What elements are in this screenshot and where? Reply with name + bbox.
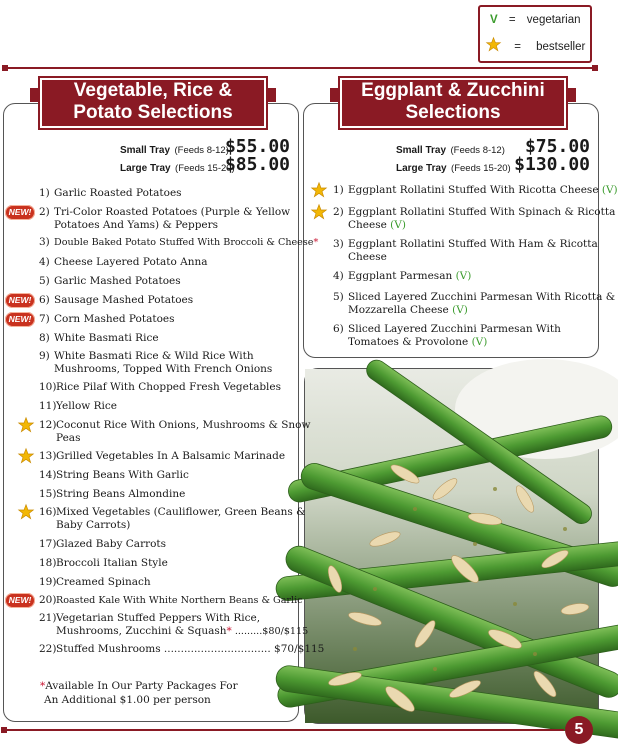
list-item xyxy=(39,488,297,501)
list-item xyxy=(39,236,319,249)
star-icon xyxy=(486,37,501,52)
item-text: Coconut Rice With Onions, Mushrooms & Snow Peas xyxy=(56,419,311,444)
list-item xyxy=(333,323,595,349)
item-number: 22) xyxy=(39,643,57,655)
item-number: 18) xyxy=(39,557,57,569)
star-icon xyxy=(18,448,34,464)
vegetable-title: Vegetable, Rice & Potato Selections xyxy=(40,78,266,128)
item-number: 15) xyxy=(39,488,57,500)
item-text: Broccoli Italian Style xyxy=(56,557,168,569)
list-item xyxy=(39,313,297,326)
star-icon xyxy=(18,504,34,520)
item-number: 2) xyxy=(333,206,344,218)
list-item xyxy=(39,206,297,232)
item-number: 17) xyxy=(39,538,57,550)
vegetarian-symbol: V xyxy=(490,14,498,26)
footnote: *Available In Our Party Packages For An Additional $1.00 per person xyxy=(40,680,238,706)
item-text: Creamed Spinach xyxy=(56,576,151,588)
item-number: 6) xyxy=(333,323,344,335)
right-large-tray: Large Tray (Feeds 15-20) $130.00 xyxy=(396,154,590,175)
item-number: 21) xyxy=(39,612,57,624)
legend-vegetarian-label: vegetarian xyxy=(526,14,581,26)
right-small-tray: Small Tray (Feeds 8-12) $75.00 xyxy=(396,136,590,157)
item-number: 11) xyxy=(39,400,57,412)
star-icon xyxy=(18,417,34,433)
item-number: 8) xyxy=(39,332,50,344)
item-number: 10) xyxy=(39,381,57,393)
left-small-tray: Small Tray (Feeds 8-12) $55.00 xyxy=(120,136,290,157)
item-number: 3) xyxy=(333,238,344,250)
left-large-price: $85.00 xyxy=(224,154,290,175)
legend-box xyxy=(478,5,592,63)
page-number: 5 xyxy=(565,716,593,744)
list-item xyxy=(39,469,297,482)
list-item xyxy=(39,576,297,589)
eggplant-title: Eggplant & Zucchini Selections xyxy=(340,78,566,128)
item-text: Sliced Layered Zucchini Parmesan With Tomatoes & Provolone (V) xyxy=(348,323,561,348)
right-small-price: $75.00 xyxy=(524,136,590,157)
item-number: 13) xyxy=(39,450,57,462)
left-large-tray: Large Tray (Feeds 15-20) $85.00 xyxy=(120,154,290,175)
list-item xyxy=(39,643,325,656)
item-text: Sausage Mashed Potatoes xyxy=(54,294,194,306)
item-text: Glazed Baby Carrots xyxy=(56,538,167,550)
list-item xyxy=(333,184,618,197)
green-beans-image xyxy=(305,369,598,723)
list-item xyxy=(39,187,297,200)
list-item xyxy=(39,332,297,345)
top-divider xyxy=(2,67,598,69)
item-text: Eggplant Parmesan (V) xyxy=(348,270,472,282)
list-item xyxy=(39,612,309,638)
item-text: Double Baked Potato Stuffed With Broccoli & Cheese* xyxy=(54,237,319,248)
item-number: 20) xyxy=(39,594,57,606)
item-text: String Beans With Garlic xyxy=(56,469,189,481)
bottom-divider xyxy=(2,729,564,731)
list-item xyxy=(39,256,297,269)
left-small-price: $55.00 xyxy=(224,136,290,157)
item-text: Yellow Rice xyxy=(56,400,117,412)
list-item xyxy=(39,419,311,445)
item-number: 16) xyxy=(39,506,57,518)
item-text: Corn Mashed Potatoes xyxy=(54,313,175,325)
list-item xyxy=(333,206,616,232)
list-item xyxy=(39,450,297,463)
item-text: Cheese Layered Potato Anna xyxy=(54,256,208,268)
legend-equals-2: = xyxy=(514,41,521,53)
new-badge: NEW! xyxy=(5,205,35,220)
item-number: 9) xyxy=(39,350,50,362)
right-large-price: $130.00 xyxy=(514,154,590,175)
item-number: 7) xyxy=(39,313,50,325)
item-text: Tri-Color Roasted Potatoes (Purple & Yellow Potatoes And Yams) & Peppers xyxy=(54,206,291,231)
item-text: Garlic Mashed Potatoes xyxy=(54,275,181,287)
list-item xyxy=(39,400,297,413)
item-text: White Basmati Rice & Wild Rice With Mushrooms, Topped With French Onions xyxy=(54,350,273,375)
item-number: 5) xyxy=(333,291,344,303)
new-badge: NEW! xyxy=(5,593,35,608)
item-text: Eggplant Rollatini Stuffed With Ham & Ricotta Cheese xyxy=(348,238,598,263)
item-number: 19) xyxy=(39,576,57,588)
item-text: Eggplant Rollatini Stuffed With Spinach & Ricotta Cheese (V) xyxy=(348,206,616,231)
new-badge: NEW! xyxy=(5,312,35,327)
item-number: 4) xyxy=(39,256,50,268)
list-item xyxy=(39,538,297,551)
list-item xyxy=(39,350,297,376)
legend-equals: = xyxy=(508,14,516,26)
item-number: 6) xyxy=(39,294,50,306)
item-text: White Basmati Rice xyxy=(54,332,159,344)
star-icon xyxy=(311,204,327,220)
item-text: Mixed Vegetables (Cauliflower, Green Beans & Baby Carrots) xyxy=(56,506,306,531)
item-text: Grilled Vegetables In A Balsamic Marinade xyxy=(56,450,286,462)
list-item xyxy=(39,594,303,607)
item-number: 12) xyxy=(39,419,57,431)
list-item xyxy=(39,381,297,394)
list-item xyxy=(39,275,297,288)
item-text: Sliced Layered Zucchini Parmesan With Ricotta & Mozzarella Cheese (V) xyxy=(348,291,616,316)
item-number: 1) xyxy=(333,184,344,196)
list-item xyxy=(39,506,306,532)
item-text: Stuffed Mushrooms ................................ $70/$115 xyxy=(56,643,325,655)
item-number: 4) xyxy=(333,270,344,282)
list-item xyxy=(333,291,616,317)
list-item xyxy=(39,294,297,307)
green-beans-photo xyxy=(304,368,599,724)
item-text: Vegetarian Stuffed Peppers With Rice, Mushrooms, Zucchini & Squash* .........$80/$115 xyxy=(56,612,309,637)
item-text: Eggplant Rollatini Stuffed With Ricotta Cheese (V) xyxy=(348,184,618,196)
item-number: 3) xyxy=(39,236,50,248)
item-text: Garlic Roasted Potatoes xyxy=(54,187,182,199)
item-number: 5) xyxy=(39,275,50,287)
item-text: Roasted Kale With White Northern Beans & Garlic xyxy=(56,595,303,606)
item-number: 2) xyxy=(39,206,50,218)
list-item xyxy=(333,238,598,264)
list-item xyxy=(39,557,297,570)
list-item xyxy=(333,270,595,283)
item-number: 14) xyxy=(39,469,57,481)
item-text: String Beans Almondine xyxy=(56,488,186,500)
item-number: 1) xyxy=(39,187,50,199)
item-text: Rice Pilaf With Chopped Fresh Vegetables xyxy=(56,381,282,393)
legend-bestseller-label: bestseller xyxy=(536,41,586,53)
new-badge: NEW! xyxy=(5,293,35,308)
star-icon xyxy=(311,182,327,198)
